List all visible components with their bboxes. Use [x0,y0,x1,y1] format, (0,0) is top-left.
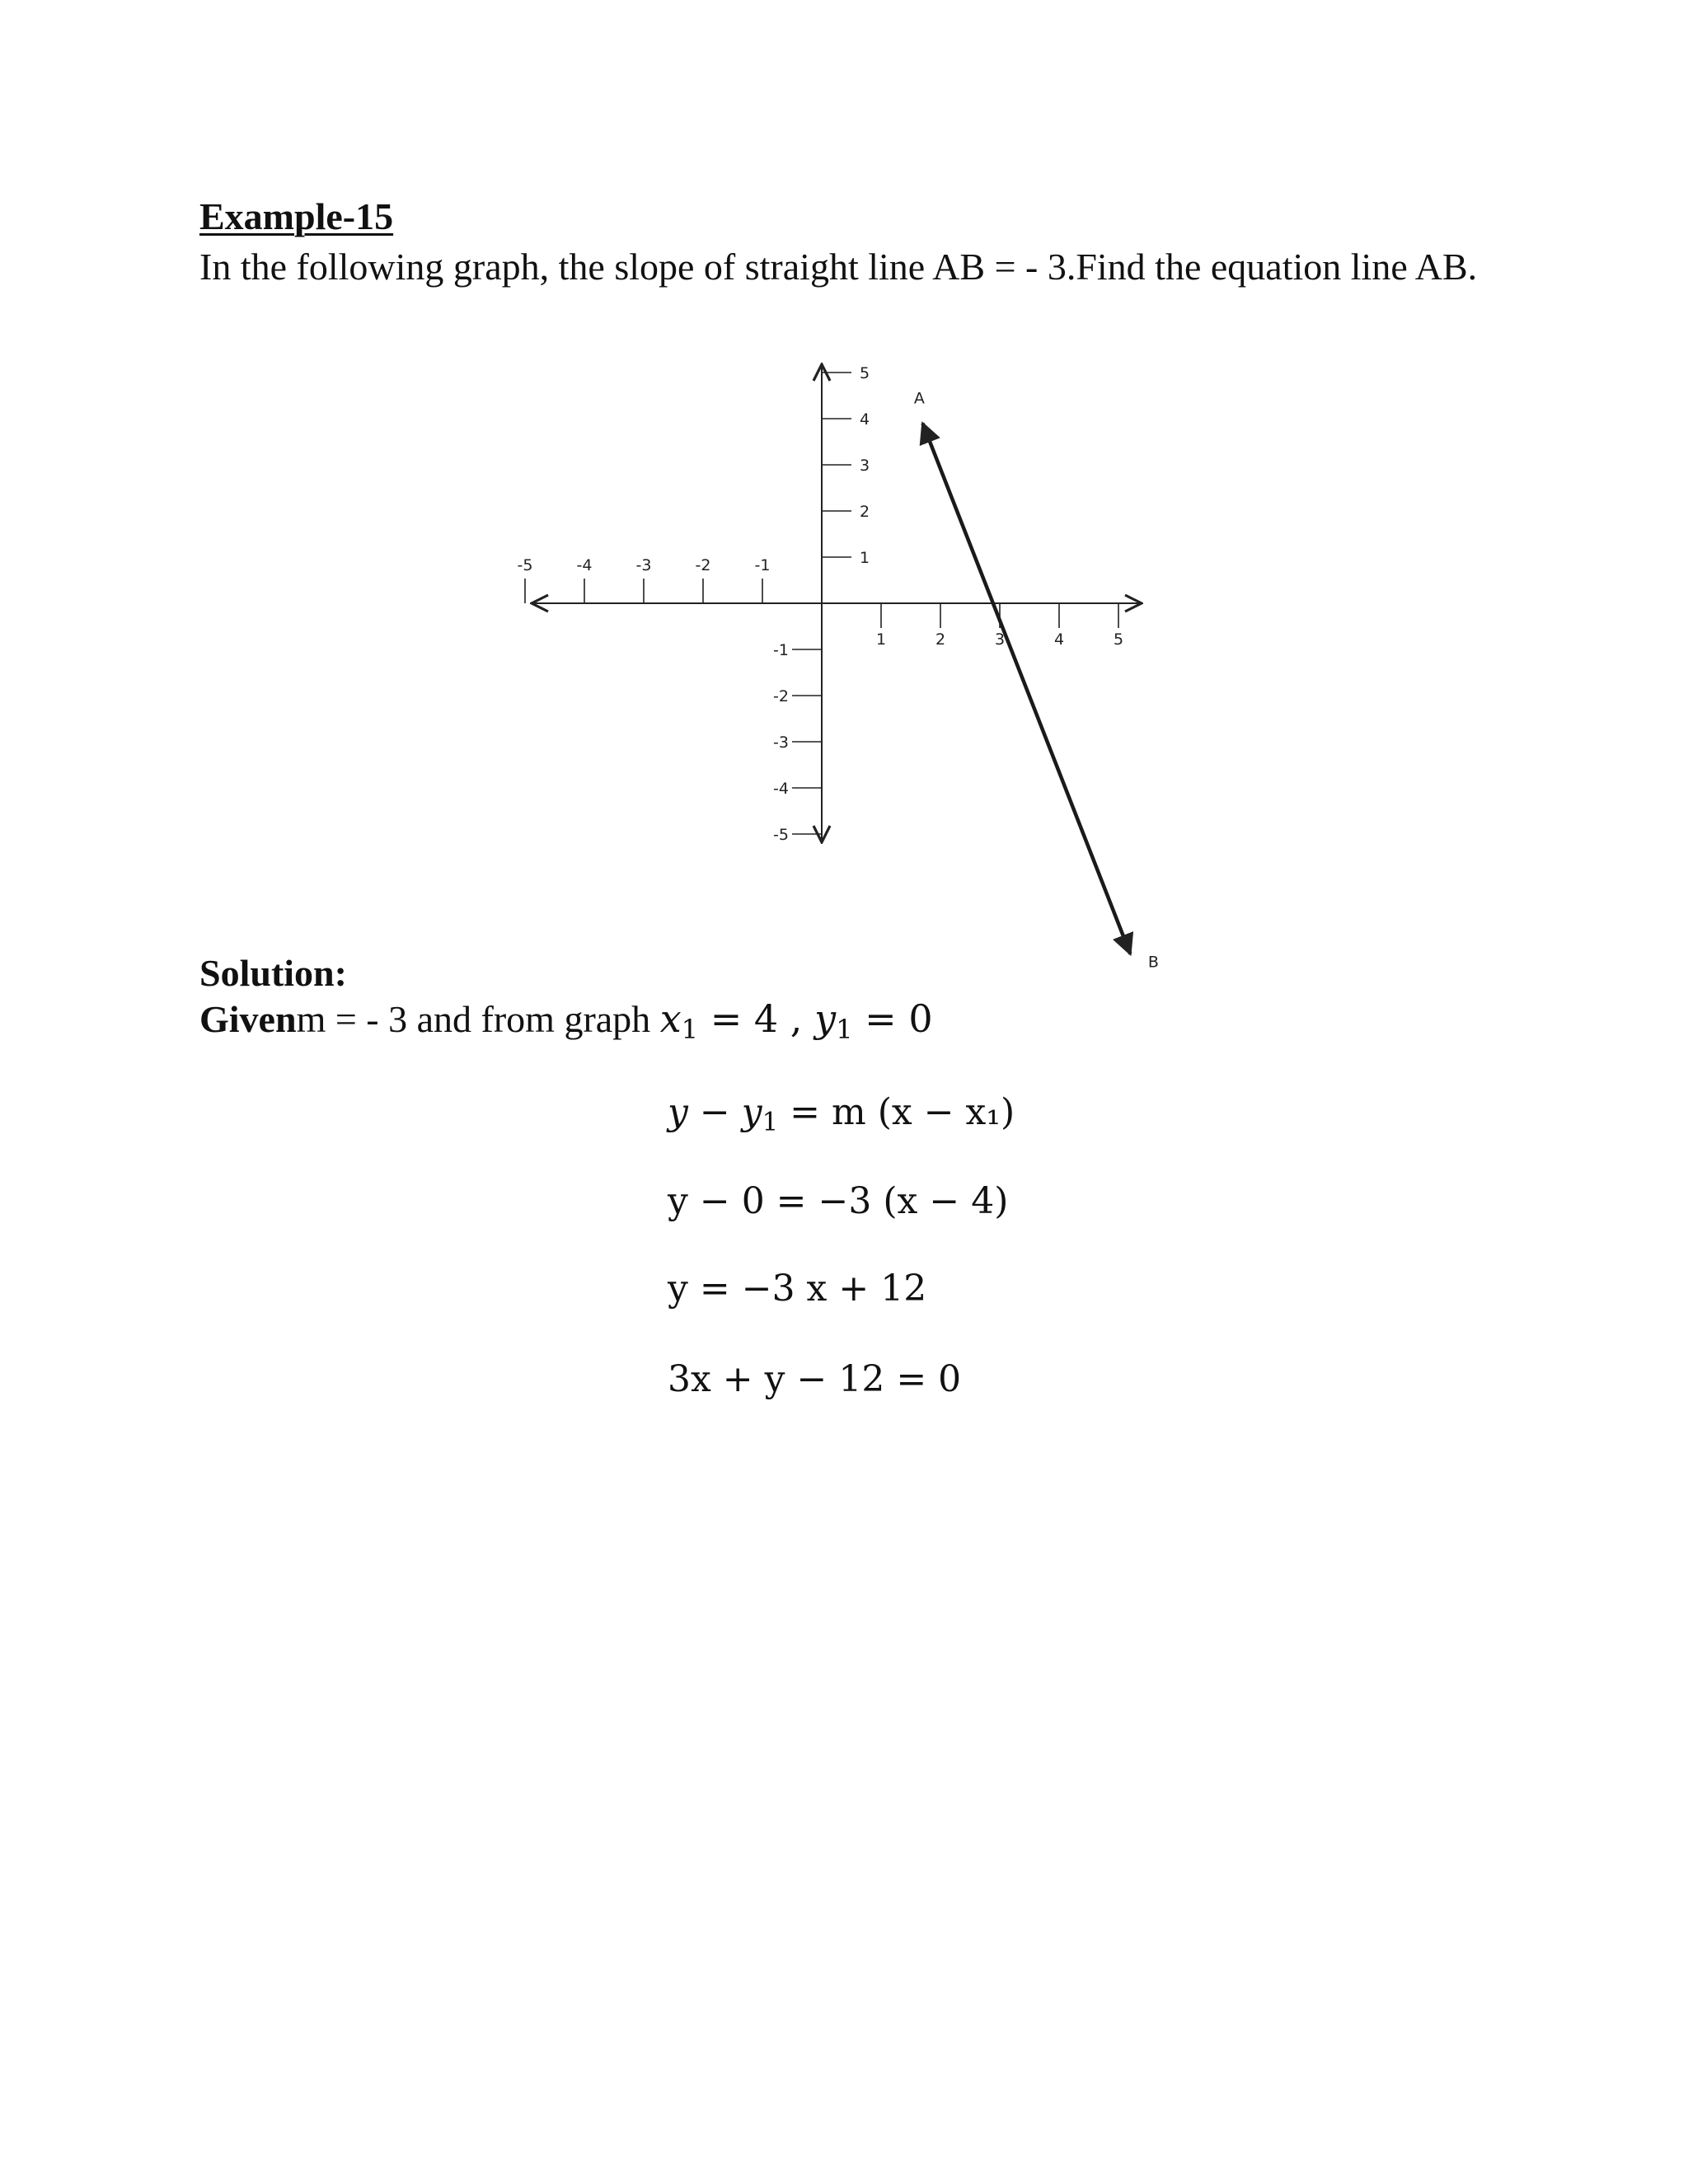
coordinate-graph [517,354,1162,972]
x-tick-label: -2 [695,556,711,574]
x-tick-label: 4 [1053,630,1065,649]
equation-step-3: y = −3 x + 12 [668,1268,927,1310]
given-x1: $x_1 = 4$ , $y_1 = 0$ [659,996,933,1046]
problem-statement: In the following graph, the slope of straight line AB = - 3.Find the equation line AB. [199,246,1478,288]
equation-step-4: 3x + y − 12 = 0 [668,1358,962,1400]
line-ab-segment [922,424,1130,954]
y-tick-label: -1 [773,641,789,659]
y-tick-label: -4 [773,780,789,798]
x-tick-label: -4 [576,556,593,574]
y1-value: = 0 [865,996,933,1041]
x-tick-label: 3 [994,630,1006,649]
x-tick-label: 1 [875,630,887,649]
y-tick-label: 4 [859,410,870,429]
line-ab [914,390,1159,972]
equation-step-1: $y - y_1 = m$ (x − x₁) [668,1091,1015,1137]
given-bold: Given [199,998,297,1040]
y-tick-label: 2 [859,503,870,521]
x1-value: = 4 [710,996,779,1041]
example-title: Example-15 [199,195,394,237]
equation-step-2: y − 0 = −3 (x − 4) [668,1180,1009,1222]
y-tick-label: -3 [773,733,789,752]
y-tick-label: 1 [859,549,870,567]
equation-step-1-rhs: = m (x − x₁) [790,1091,1015,1133]
axes [532,364,1142,842]
given-line [199,996,933,1046]
graph-svg [517,354,1162,972]
y-tick-label: 3 [859,457,870,475]
solution-label: Solution: [199,952,347,994]
x-tick-label: -1 [754,556,771,574]
point-a-label: A [913,389,925,408]
x-tick-label: 2 [935,630,946,649]
y-tick-label: -2 [773,687,789,705]
y-tick-label: -5 [773,826,789,844]
point-b-label: B [1147,953,1159,972]
y-tick-label: 5 [859,364,870,382]
given-text: m = - 3 and from graph [296,998,651,1040]
x-tick-label: -5 [517,556,533,574]
x-tick-label: -3 [635,556,652,574]
x-tick-label: 5 [1113,630,1124,649]
